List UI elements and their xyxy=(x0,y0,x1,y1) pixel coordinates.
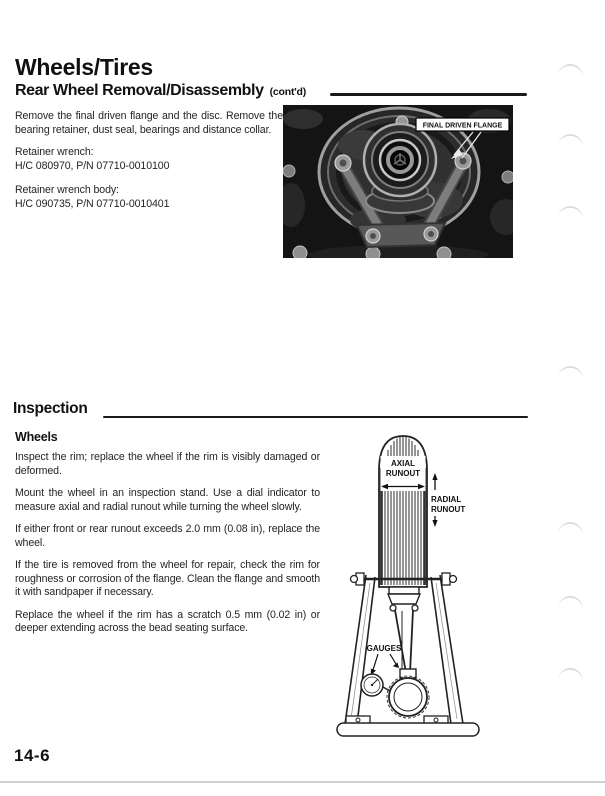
inspection-paragraph: If either front or rear runout exceeds 2.0 mm (0.08 in), replace the wheel. xyxy=(15,523,320,549)
section-subtitle: Rear Wheel Removal/Disassembly xyxy=(15,82,264,99)
inspection-heading: Inspection xyxy=(13,400,88,417)
runout-diagram xyxy=(332,423,537,768)
axial-runout-label-line2: RUNOUT xyxy=(385,469,421,478)
contd-label: (cont'd) xyxy=(269,86,307,98)
hub-photo xyxy=(283,105,513,258)
photo-callout-label: FINAL DRIVEN FLANGE xyxy=(422,122,503,130)
page-title: Wheels/Tires xyxy=(15,54,153,80)
binding-shadow xyxy=(557,666,585,683)
tool-spec xyxy=(15,146,283,173)
hub-photo-illustration xyxy=(283,105,513,258)
binding-shadow xyxy=(557,204,585,221)
binding-shadow xyxy=(557,520,585,537)
tool-label: Retainer wrench body: xyxy=(15,184,119,196)
inspection-rule xyxy=(103,416,528,418)
tool-label: Retainer wrench: xyxy=(15,146,94,158)
binding-shadow xyxy=(557,594,585,611)
radial-runout-label-line2: RUNOUT xyxy=(431,505,466,514)
inspection-paragraph: Inspect the rim; replace the wheel if the rim is visibly damaged or deformed. xyxy=(15,451,320,477)
page-number: 14-6 xyxy=(14,746,51,765)
axial-runout-label-line1: AXIAL xyxy=(391,459,415,468)
inspection-paragraphs xyxy=(15,451,320,645)
page-bottom-edge xyxy=(0,781,605,783)
binding-shadow xyxy=(557,132,585,149)
tool-spec xyxy=(15,184,283,211)
radial-runout-label-line1: RADIAL xyxy=(431,495,462,504)
wheels-subheading: Wheels xyxy=(15,430,58,444)
inspection-paragraph: If the tire is removed from the wheel for repair, check the rim for roughness or corrosion of the flange. Clean the flange and smooth it with sandpaper if necessary. xyxy=(15,559,320,598)
subtitle-rule xyxy=(330,93,527,96)
gauges-arrows xyxy=(371,654,399,675)
tool-part-number: H/C 080970, P/N 07710-0010100 xyxy=(15,159,170,172)
removal-paragraph: Remove the final driven flange and the disc. Remove the bearing retainer, dust seal, bearings and distance collar. xyxy=(15,110,283,136)
gauges-label: GAUGES xyxy=(366,644,402,653)
binding-shadow xyxy=(557,62,585,79)
inspection-paragraph: Mount the wheel in an inspection stand. Use a dial indicator to measure axial and radial runout while turning the wheel slowly. xyxy=(15,487,320,513)
binding-shadow xyxy=(557,364,585,381)
tool-part-number: H/C 090735, P/N 07710-0010401 xyxy=(15,197,170,210)
inspection-paragraph: Replace the wheel if the rim has a scratch 0.5 mm (0.02 in) or deeper extending across the bead seating surface. xyxy=(15,608,320,634)
tool-specs xyxy=(15,146,283,222)
runout-diagram-illustration xyxy=(332,423,537,768)
